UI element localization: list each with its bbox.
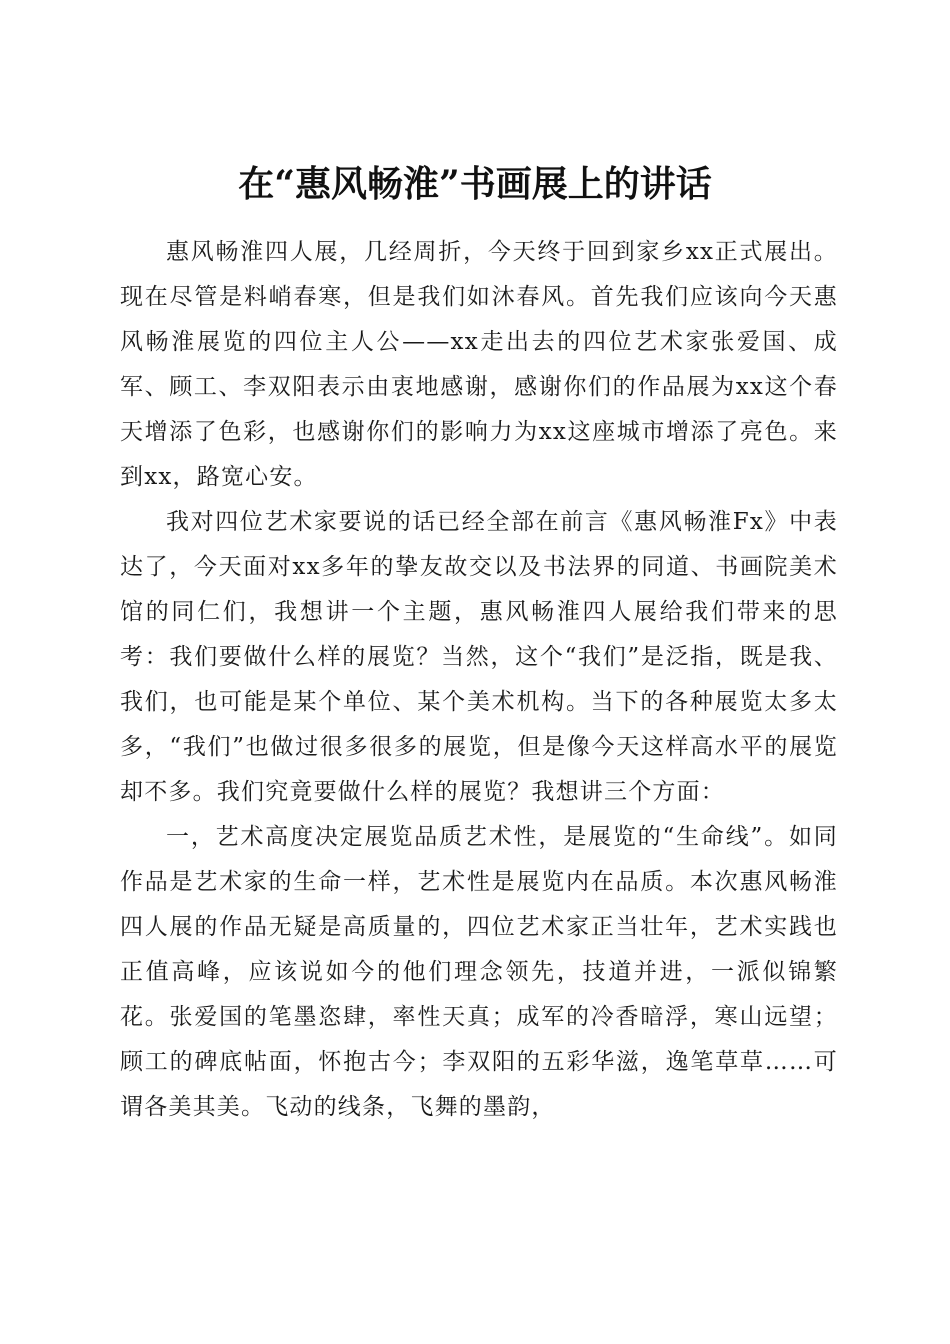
document-body bbox=[120, 230, 838, 1130]
paragraph-3: 一，艺术高度决定展览品质艺术性，是展览的“生命线”。如同作品是艺术家的生命一样，艺术性是展览内在品质。本次惠风畅淮四人展的作品无疑是高质量的，四位艺术家正当壮年，艺术实践也正值高峰，应该说如今的他们理念领先，技道并进，一派似锦繁花。张爱国的笔墨恣肆，率性天真；成军的冷香暗浮，寒山远望；顾工的碑底帖面，怀抱古今；李双阳的五彩华滋，逸笔草草……可谓各美其美。飞动的线条，飞舞的墨韵， bbox=[120, 824, 838, 1120]
page-title: 在“惠风畅淮”书画展上的讲话 bbox=[238, 163, 712, 206]
paragraph-2: 我对四位艺术家要说的话已经全部在前言《惠风畅淮Fx》中表达了，今天面对xx多年的挚友故交以及书法界的同道、书画院美术馆的同仁们，我想讲一个主题，惠风畅淮四人展给我们带来的思考：我们要做什么样的展览？当然，这个“我们”是泛指，既是我、我们，也可能是某个单位、某个美术机构。当下的各种展览太多太多，“我们”也做过很多很多的展览，但是像今天这样高水平的展览却不多。我们究竟要做什么样的展览？我想讲三个方面： bbox=[120, 509, 838, 805]
paragraph-1: 惠风畅淮四人展，几经周折，今天终于回到家乡xx正式展出。现在尽管是料峭春寒，但是我们如沐春风。首先我们应该向今天惠风畅淮展览的四位主人公——xx走出去的四位艺术家张爱国、成军、顾工、李双阳表示由衷地感谢，感谢你们的作品展为xx这个春天增添了色彩，也感谢你们的影响力为xx这座城市增添了亮色。来到xx，路宽心安。 bbox=[120, 239, 838, 490]
